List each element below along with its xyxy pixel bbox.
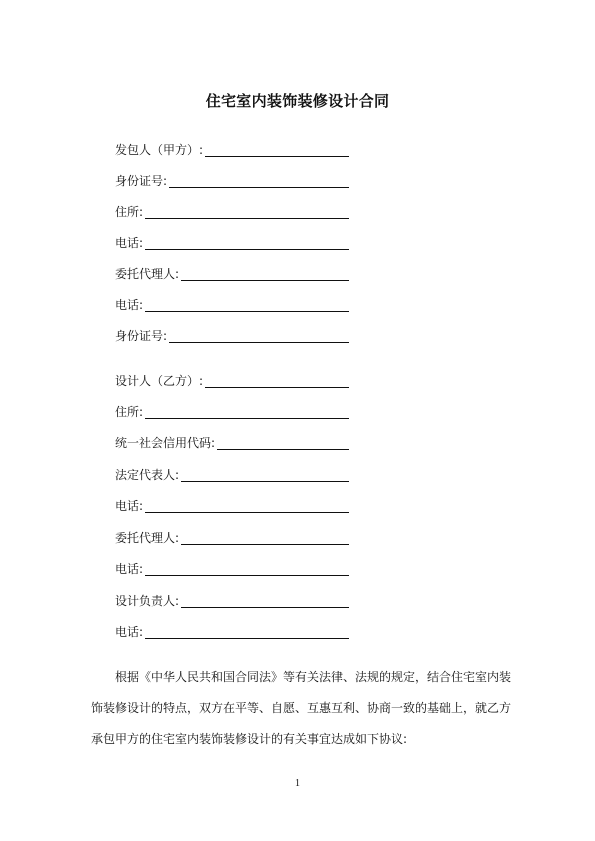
blank-line[interactable] [145, 418, 349, 419]
field-label: 法定代表人: [115, 468, 180, 482]
party-b-credit-code-field [115, 430, 349, 452]
party-a-agent-field [115, 261, 349, 283]
page-number: 1 [295, 778, 300, 789]
field-label: 统一社会信用代码: [115, 436, 216, 450]
paragraph-line: 根据《中华人民共和国合同法》等有关法律、法规的规定，结合住宅室内装 [115, 670, 512, 684]
party-b-design-lead-phone-field [115, 619, 349, 641]
blank-line[interactable] [145, 638, 349, 639]
party-b-legal-rep-field [115, 462, 349, 484]
party-b-designer-field [115, 368, 349, 390]
blank-line[interactable] [145, 512, 349, 513]
party-b-address-field [115, 399, 349, 421]
blank-line[interactable] [217, 449, 349, 450]
blank-line[interactable] [145, 249, 349, 250]
party-a-agent-id-field [115, 323, 349, 345]
blank-line[interactable] [205, 387, 349, 388]
field-label: 住所: [115, 405, 144, 419]
party-a-address-field [115, 199, 349, 221]
field-label: 电话: [115, 499, 144, 513]
field-label: 住所: [115, 205, 144, 219]
field-label: 设计人（乙方）: [115, 374, 204, 388]
field-label: 设计负责人: [115, 594, 180, 608]
party-a-id-field [115, 168, 349, 190]
blank-line[interactable] [145, 218, 349, 219]
party-b-design-lead-field [115, 588, 349, 610]
paragraph-line: 饰装修设计的特点，双方在平等、自愿、互惠互利、协商一致的基础上，就乙方 [91, 701, 512, 715]
intro-paragraph [91, 662, 519, 755]
blank-line[interactable] [169, 187, 349, 188]
blank-line[interactable] [181, 544, 349, 545]
field-label: 电话: [115, 298, 144, 312]
document-title: 住宅室内装饰装修设计合同 [205, 92, 390, 110]
blank-line[interactable] [145, 575, 349, 576]
field-label: 电话: [115, 562, 144, 576]
field-label: 电话: [115, 236, 144, 250]
blank-line[interactable] [181, 280, 349, 281]
party-b-phone-field [115, 493, 349, 515]
blank-line[interactable] [145, 311, 349, 312]
blank-line[interactable] [205, 156, 349, 157]
party-a-principal-field [115, 137, 349, 159]
field-label: 委托代理人: [115, 531, 180, 545]
field-label: 身份证号: [115, 174, 168, 188]
blank-line[interactable] [169, 342, 349, 343]
party-b-agent-field [115, 525, 349, 547]
party-a-agent-phone-field [115, 292, 349, 314]
field-label: 发包人（甲方）: [115, 143, 204, 157]
blank-line[interactable] [181, 481, 349, 482]
party-b-agent-phone-field [115, 556, 349, 578]
field-label: 电话: [115, 625, 144, 639]
paragraph-line: 承包甲方的住宅室内装饰装修设计的有关事宜达成如下协议: [91, 732, 408, 746]
field-label: 委托代理人: [115, 267, 180, 281]
blank-line[interactable] [181, 607, 349, 608]
party-a-phone-field [115, 230, 349, 252]
field-label: 身份证号: [115, 329, 168, 343]
